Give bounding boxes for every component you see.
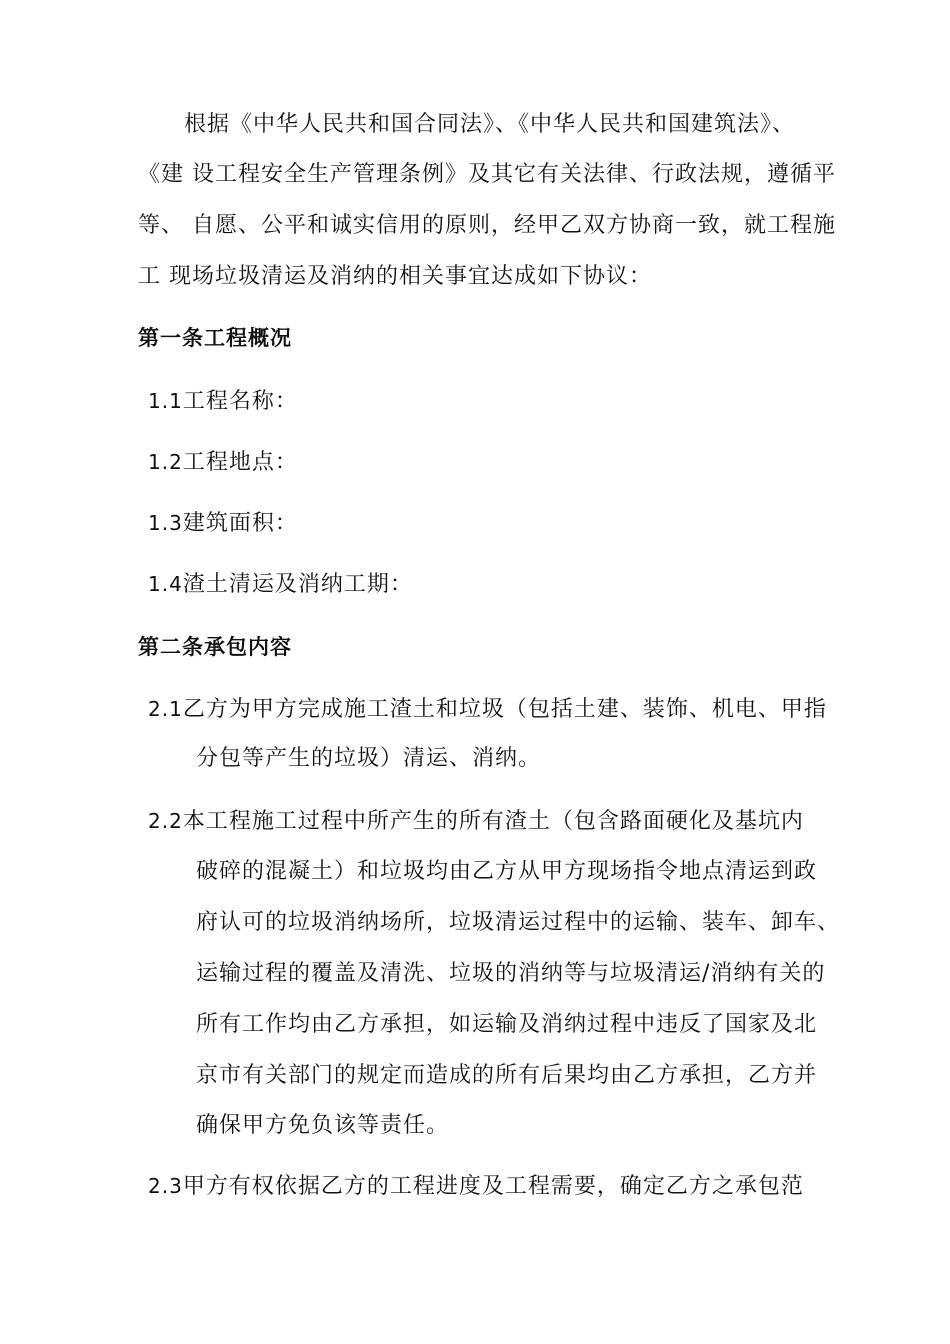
clause-2-2-cont-3: 运输过程的覆盖及清洗、垃圾的消纳等与垃圾清运/消纳有关的	[196, 961, 826, 986]
clause-text: 工程名称：	[182, 389, 298, 414]
clause-number: 2.3	[148, 1174, 183, 1198]
clause-2-2-cont-1: 破碎的混凝土）和垃圾均由乙方从甲方现场指令地点清运到政	[196, 859, 818, 884]
preamble-line-2: 《建 设工程安全生产管理条例》及其它有关法律、行政法规，遵循平	[138, 162, 836, 187]
clause-1-3	[148, 508, 298, 539]
clause-text: 甲方有权依据乙方的工程进度及工程需要，确定乙方之承包范	[182, 1174, 804, 1199]
clause-1-1	[148, 386, 298, 417]
clause-number: 2.2	[148, 809, 183, 833]
clause-number: 1.3	[148, 511, 183, 535]
preamble-line-4: 工 现场垃圾清运及消纳的相关事宜达成如下协议：	[138, 264, 652, 289]
clause-text: 建筑面积：	[182, 511, 298, 536]
preamble-line-3: 等、 自愿、公平和诚实信用的原则，经甲乙双方协商一致，就工程施	[138, 213, 836, 238]
clause-number: 1.4	[148, 572, 183, 596]
clause-text: 乙方为甲方完成施工渣土和垃圾（包括土建、装饰、机电、甲指	[182, 697, 827, 722]
clause-text: 本工程施工过程中所产生的所有渣土（包含路面硬化及基坑内	[182, 809, 804, 834]
clause-1-4	[148, 569, 413, 600]
clause-2-1	[148, 694, 827, 725]
clause-2-2	[148, 806, 804, 837]
clause-2-3	[148, 1171, 804, 1202]
clause-2-2-cont-4: 所有工作均由乙方承担，如运输及消纳过程中违反了国家及北	[196, 1012, 818, 1037]
clause-number: 2.1	[148, 697, 183, 721]
clause-2-1-cont-1: 分包等产生的垃圾）清运、消纳。	[196, 746, 542, 771]
clause-number: 1.1	[148, 389, 183, 413]
preamble-line-1: 根据《中华人民共和国合同法》、《中华人民共和国建筑法》、	[184, 112, 796, 137]
clause-2-2-cont-2: 府认可的垃圾消纳场所，垃圾清运过程中的运输、装车、卸车、	[196, 910, 841, 935]
clause-text: 工程地点：	[182, 450, 298, 475]
clause-1-2	[148, 447, 298, 478]
clause-text: 渣土清运及消纳工期：	[182, 572, 413, 597]
article-1-heading: 第一条工程概况	[138, 326, 292, 350]
clause-2-2-cont-6: 确保甲方免负该等责任。	[196, 1113, 450, 1138]
clause-number: 1.2	[148, 450, 183, 474]
article-2-heading: 第二条承包内容	[138, 635, 292, 659]
clause-2-2-cont-5: 京市有关部门的规定而造成的所有后果均由乙方承担，乙方并	[196, 1063, 818, 1088]
